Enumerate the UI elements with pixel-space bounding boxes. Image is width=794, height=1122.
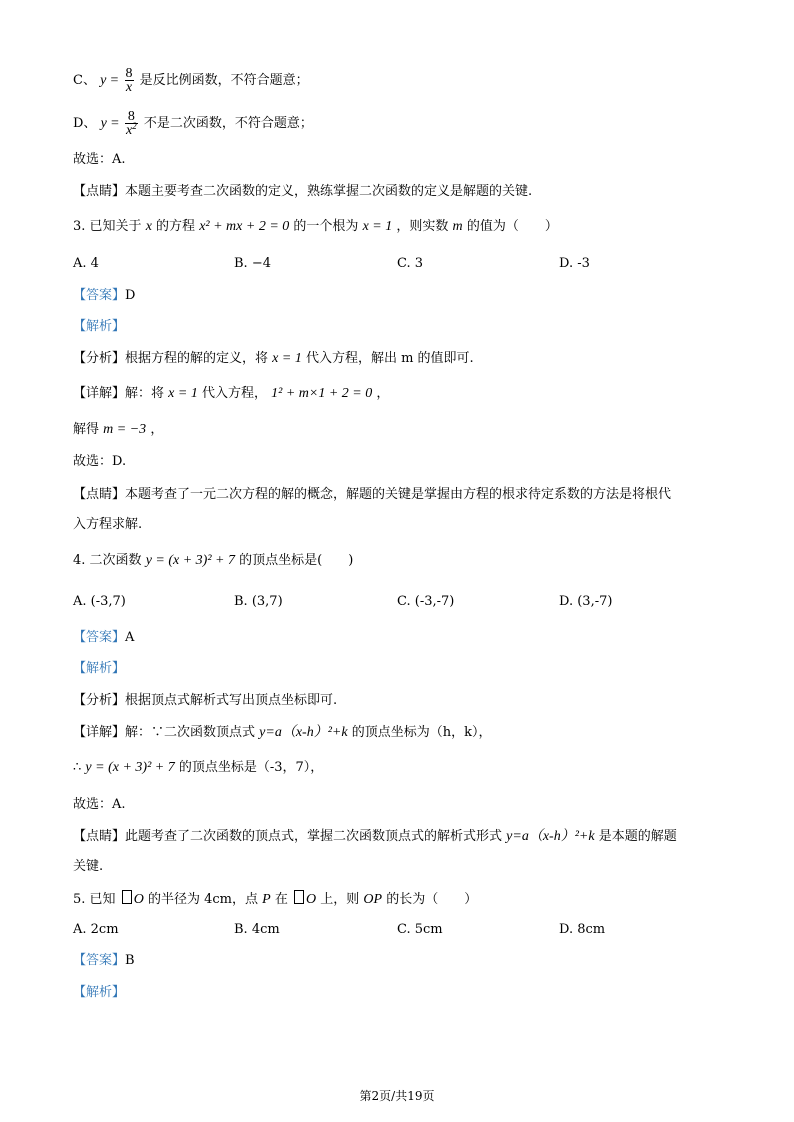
q4-xiangjie: 【详解】解：∵二次函数顶点式 y=a（x-h）²+k 的顶点坐标为（h，k）， <box>73 725 492 740</box>
q4-analysis-label: 【解析】 <box>73 661 126 676</box>
q5-answer: 【答案】B <box>73 953 135 968</box>
q2-comment: 【点睛】本题主要考查二次函数的定义，熟练掌握二次函数的定义是解题的关键. <box>73 184 533 199</box>
option-c-prefix: C、 <box>73 73 96 88</box>
q3-option-b: B. −4 <box>234 256 271 271</box>
q5-option-a: A. 2cm <box>73 922 119 937</box>
circle-symbol-icon <box>122 890 132 904</box>
q3-option-c: C. 3 <box>397 256 424 271</box>
q4-comment: 【点睛】此题考查了二次函数的顶点式，掌握二次函数顶点式的解析式形式 y=a（x-h）²+k 是本题的解题 <box>73 829 677 844</box>
q3-option-d: D. -3 <box>559 256 590 271</box>
q3-comment-2: 入方程求解. <box>73 517 143 532</box>
q4-option-d: D. (3,-7) <box>559 594 613 609</box>
q5-stem: 5. 已知 O 的半径为 4cm，点 P 在 O 上，则 OP 的长为（ ） <box>73 892 478 907</box>
fraction-8-over-x-squared: $\frac{8}{x^2}$ <box>125 109 137 138</box>
q3-solve: 解得 m = −3 ， <box>73 422 164 437</box>
q2-option-c-line: C、 y = $\frac{8}{x}$ 是反比例函数，不符合题意； <box>73 66 309 95</box>
function-expression: y = (x + 3)² + 7 <box>145 553 235 568</box>
q4-option-a: A. (-3,7) <box>73 594 126 609</box>
option-d-prefix: D、 <box>73 116 97 131</box>
fraction-8-over-x: $\frac{8}{x}$ <box>125 66 133 95</box>
page-number-footer: 第2页/共19页 <box>359 1089 435 1103</box>
q4-answer: 【答案】A <box>73 630 135 645</box>
equation: x² + mx + 2 = 0 <box>199 219 290 234</box>
q4-choice: 故选：A. <box>73 797 126 812</box>
circle-symbol-icon <box>294 890 304 904</box>
q5-option-c: C. 5cm <box>397 922 443 937</box>
q3-xiangjie: 【详解】解：将 x = 1 代入方程， 1² + m×1 + 2 = 0 ， <box>73 386 390 401</box>
q3-fenxi: 【分析】根据方程的解的定义，将 x = 1 代入方程，解出 m 的值即可. <box>73 351 474 366</box>
q4-option-c: C. (-3,-7) <box>397 594 455 609</box>
therefore-symbol: ∴ <box>73 760 82 775</box>
q4-comment-2: 关键. <box>73 859 104 874</box>
q5-analysis-label: 【解析】 <box>73 985 126 1000</box>
q3-comment-1: 【点睛】本题考查了一元二次方程的解的概念，解题的关键是掌握由方程的根求待定系数的方法是将根代 <box>73 487 672 502</box>
q2-option-d-line: D、 y = $\frac{8}{x^2}$ 不是二次函数，不符合题意； <box>73 109 313 138</box>
q5-option-b: B. 4cm <box>234 922 280 937</box>
q3-choice: 故选：D. <box>73 454 127 469</box>
q3-answer: 【答案】D <box>73 288 136 303</box>
q3-stem: 3. 已知关于 x 的方程 x² + mx + 2 = 0 的一个根为 x = 1 ，则实数 m 的值为（ ） <box>73 219 558 234</box>
q4-fenxi: 【分析】根据顶点式解析式写出顶点坐标即可. <box>73 693 338 708</box>
q4-therefore: ∴ y = (x + 3)² + 7 的顶点坐标是（-3，7）， <box>73 760 324 775</box>
q5-option-d: D. 8cm <box>559 922 606 937</box>
q4-stem: 4. 二次函数 y = (x + 3)² + 7 的顶点坐标是( ) <box>73 553 354 568</box>
q3-analysis-label: 【解析】 <box>73 319 126 334</box>
q3-option-a: A. 4 <box>73 256 99 271</box>
q2-choice: 故选：A. <box>73 152 126 167</box>
q4-option-b: B. (3,7) <box>234 594 283 609</box>
